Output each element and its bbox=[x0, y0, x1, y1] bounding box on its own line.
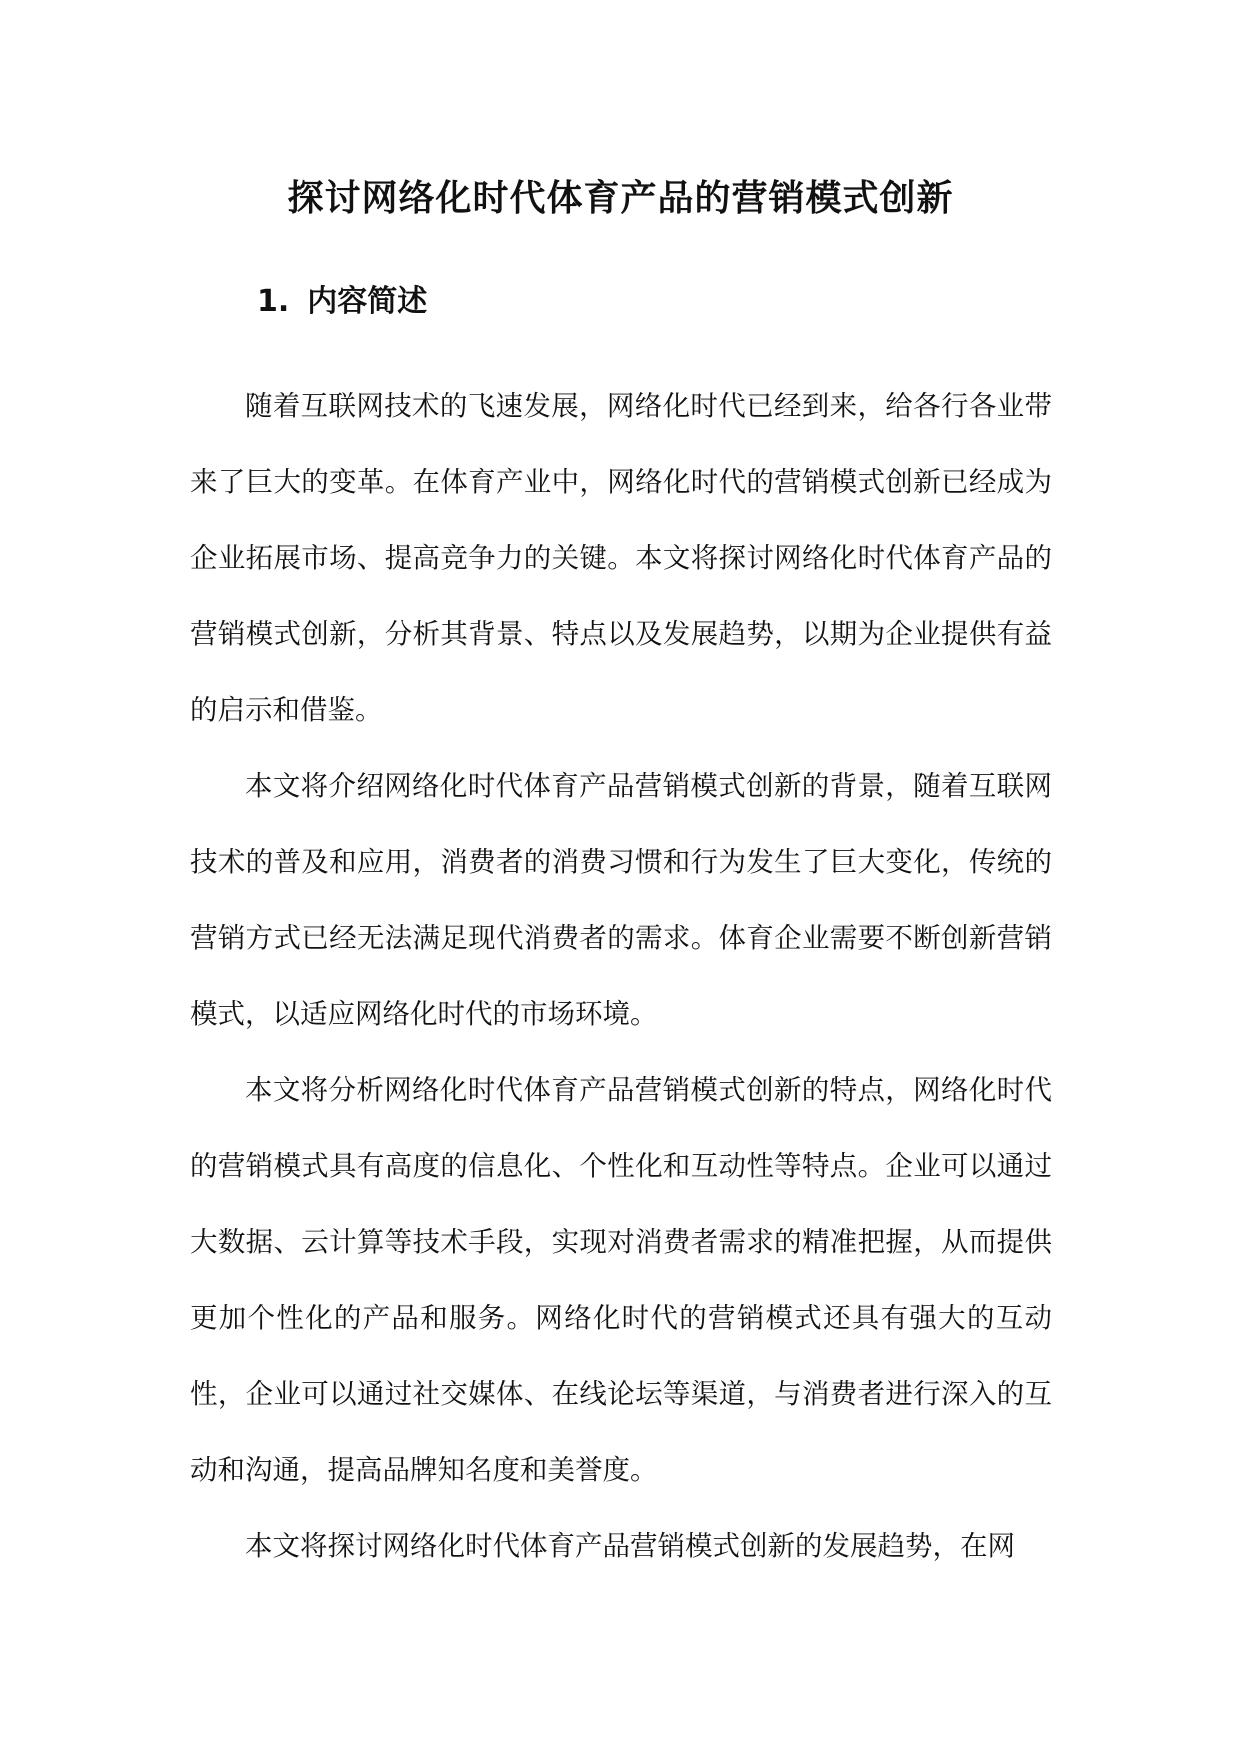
paragraph-1: 随着互联网技术的飞速发展，网络化时代已经到来，给各行各业带来了巨大的变革。在体育产业中，网络化时代的营销模式创新已经成为企业拓展市场、提高竞争力的关键。本文将探讨网络化时代体育产品的营销模式创新，分析其背景、特点以及发展趋势，以期为企业提供有益的启示和借鉴。 bbox=[190, 390, 1052, 726]
section-title: 内容简述 bbox=[307, 284, 428, 319]
section-heading bbox=[257, 280, 427, 324]
paragraph-4: 本文将探讨网络化时代体育产品营销模式创新的发展趋势，在网 bbox=[245, 1530, 1015, 1562]
document-body bbox=[190, 368, 1052, 1584]
paragraph-2: 本文将介绍网络化时代体育产品营销模式创新的背景，随着互联网技术的普及和应用，消费者的消费习惯和行为发生了巨大变化，传统的营销方式已经无法满足现代消费者的需求。体育企业需要不断创新营销模式，以适应网络化时代的市场环境。 bbox=[190, 770, 1052, 1030]
section-number: 1. bbox=[257, 284, 290, 319]
document-title: 探讨网络化时代体育产品的营销模式创新 bbox=[287, 178, 954, 220]
paragraph-3: 本文将分析网络化时代体育产品营销模式创新的特点，网络化时代的营销模式具有高度的信息化、个性化和互动性等特点。企业可以通过大数据、云计算等技术手段，实现对消费者需求的精准把握，从而提供更加个性化的产品和服务。网络化时代的营销模式还具有强大的互动性，企业可以通过社交媒体、在线论坛等渠道，与消费者进行深入的互动和沟通，提高品牌知名度和美誉度。 bbox=[190, 1074, 1052, 1486]
